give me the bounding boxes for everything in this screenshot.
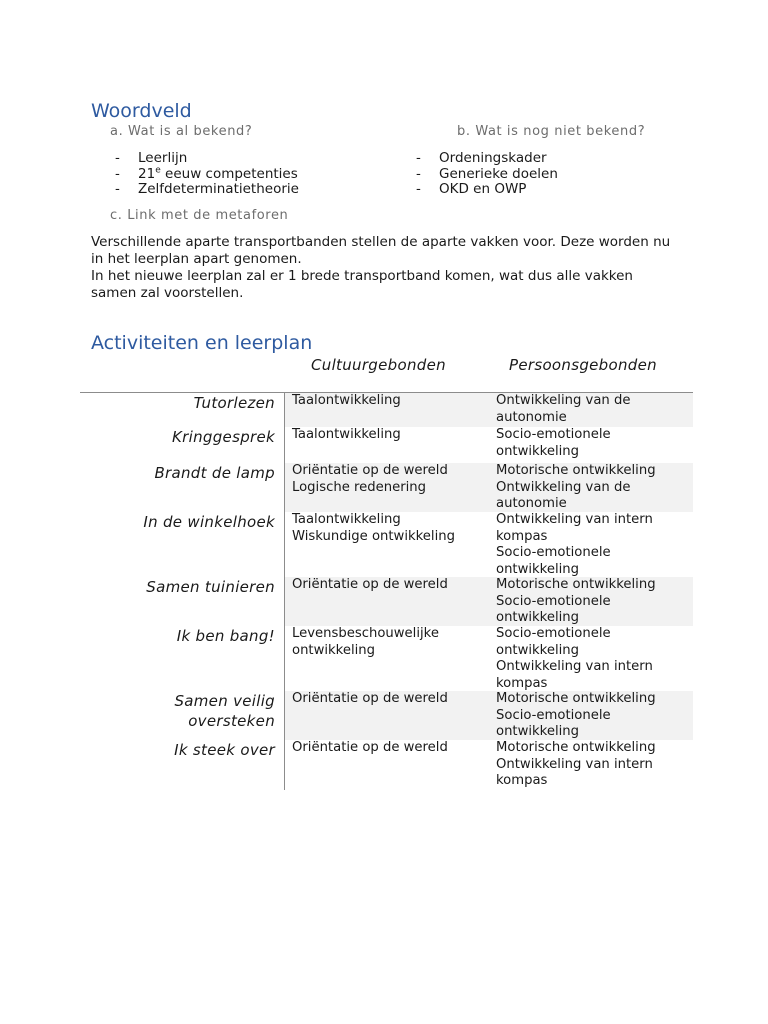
activity-name-line: In de winkelhoek <box>143 513 275 531</box>
activity-name-line: Ik steek over <box>174 741 275 759</box>
cultuurgebonden-cell <box>285 626 492 691</box>
metaphor-subheading: c. Link met de metaforen <box>110 208 289 223</box>
activity-name <box>80 626 275 691</box>
persoonsgebonden-cell <box>492 740 693 790</box>
cultuurgebonden-cell <box>285 393 492 427</box>
persoonsgebonden-cell <box>492 626 693 691</box>
list-item: - Leerlijn <box>115 151 299 167</box>
persoonsgebonden-line: Ontwikkeling van intern <box>496 756 653 772</box>
activity-name <box>80 463 275 512</box>
activity-name-line: Samen veilig <box>174 692 275 710</box>
table-row <box>80 512 693 577</box>
persoonsgebonden-cell <box>492 691 693 740</box>
persoonsgebonden-line: kompas <box>496 773 548 788</box>
cultuurgebonden-line: Oriëntatie op de wereld <box>292 577 448 592</box>
persoonsgebonden-line: Motorische ontwikkeling <box>496 577 656 592</box>
persoonsgebonden-line: Socio-emotionele <box>496 707 611 723</box>
persoonsgebonden-line: Ontwikkeling van intern <box>496 512 653 527</box>
list-item: - Generieke doelen <box>416 167 558 183</box>
persoonsgebonden-line: Socio-emotionele <box>496 626 611 641</box>
cultuurgebonden-line: Taalontwikkeling <box>292 427 401 442</box>
list-item: - Zelfdeterminatietheorie <box>115 182 299 198</box>
known-list <box>115 151 299 198</box>
persoonsgebonden-line: Socio-emotionele <box>496 593 611 609</box>
cultuurgebonden-line: ontwikkeling <box>292 642 376 658</box>
persoonsgebonden-line: Motorische ontwikkeling <box>496 691 656 706</box>
activity-name <box>80 577 275 626</box>
cultuurgebonden-line: Taalontwikkeling <box>292 393 401 408</box>
cultuurgebonden-line: Oriëntatie op de wereld <box>292 463 448 478</box>
metaphor-paragraph-1: Verschillende aparte transportbanden stellen de aparte vakken voor. Deze worden nu in het leerplan apart genomen. <box>91 234 671 267</box>
cultuurgebonden-line: Wiskundige ontwikkeling <box>292 528 455 544</box>
cultuurgebonden-cell <box>285 740 492 790</box>
persoonsgebonden-cell <box>492 463 693 512</box>
activity-name <box>80 427 275 463</box>
persoonsgebonden-line: Socio-emotionele <box>496 427 611 442</box>
woordveld-heading: Woordveld <box>91 100 192 122</box>
persoonsgebonden-line: kompas <box>496 675 548 691</box>
cultuurgebonden-cell <box>285 427 492 463</box>
cultuurgebonden-cell <box>285 463 492 512</box>
persoonsgebonden-line: autonomie <box>496 496 567 511</box>
activity-name <box>80 512 275 577</box>
table-row <box>80 577 693 626</box>
persoonsgebonden-line: ontwikkeling <box>496 443 580 459</box>
table-row <box>80 740 693 790</box>
column-header-cultuurgebonden: Cultuurgebonden <box>311 356 446 374</box>
table-row <box>80 691 693 740</box>
activity-name <box>80 393 275 427</box>
persoonsgebonden-line: kompas <box>496 528 548 544</box>
table-row <box>80 626 693 691</box>
activity-name-line: Tutorlezen <box>193 394 275 412</box>
cultuurgebonden-cell <box>285 691 492 740</box>
table-column-rule <box>284 393 285 790</box>
persoonsgebonden-cell <box>492 393 693 427</box>
cultuurgebonden-line: Taalontwikkeling <box>292 512 401 527</box>
activiteiten-heading: Activiteiten en leerplan <box>91 332 313 354</box>
metaphor-paragraph-2: In het nieuwe leerplan zal er 1 brede transportband komen, wat dus alle vakken samen zal voorstellen. <box>91 268 633 301</box>
cultuurgebonden-line: Oriëntatie op de wereld <box>292 740 448 755</box>
known-subheading: a. Wat is al bekend? <box>110 124 253 139</box>
cultuurgebonden-cell <box>285 512 492 577</box>
persoonsgebonden-cell <box>492 427 693 463</box>
activity-name-line: oversteken <box>188 712 275 730</box>
cultuurgebonden-line: Logische redenering <box>292 479 427 495</box>
activity-name-line: Brandt de lamp <box>154 464 275 482</box>
persoonsgebonden-line: autonomie <box>496 409 567 425</box>
list-item: - OKD en OWP <box>416 182 558 198</box>
persoonsgebonden-line: ontwikkeling <box>496 561 580 577</box>
persoonsgebonden-line: Ontwikkeling van de <box>496 393 631 408</box>
persoonsgebonden-line: ontwikkeling <box>496 610 580 625</box>
cultuurgebonden-line: Oriëntatie op de wereld <box>292 691 448 706</box>
cultuurgebonden-cell <box>285 577 492 626</box>
persoonsgebonden-line: ontwikkeling <box>496 642 580 658</box>
table-row <box>80 463 693 512</box>
table-row <box>80 393 693 427</box>
column-header-persoonsgebonden: Persoonsgebonden <box>509 356 657 374</box>
persoonsgebonden-line: Ontwikkeling van de <box>496 479 631 495</box>
activity-name <box>80 740 275 790</box>
persoonsgebonden-line: Ontwikkeling van intern <box>496 659 653 674</box>
list-item: - Ordeningskader <box>416 151 558 167</box>
unknown-subheading: b. Wat is nog niet bekend? <box>457 124 646 139</box>
activity-name <box>80 691 275 740</box>
unknown-list <box>416 151 558 198</box>
persoonsgebonden-line: ontwikkeling <box>496 724 580 739</box>
persoonsgebonden-cell <box>492 512 693 577</box>
activity-name-line: Samen tuinieren <box>146 578 275 596</box>
activity-name-line: Kringgesprek <box>172 428 275 446</box>
table-row <box>80 427 693 463</box>
persoonsgebonden-line: Motorische ontwikkeling <box>496 740 656 755</box>
list-item: - 21e eeuw competenties <box>115 167 299 183</box>
persoonsgebonden-line: Motorische ontwikkeling <box>496 463 656 478</box>
cultuurgebonden-line: Levensbeschouwelijke <box>292 626 439 641</box>
activity-name-line: Ik ben bang! <box>176 627 275 645</box>
persoonsgebonden-cell <box>492 577 693 626</box>
persoonsgebonden-line: Socio-emotionele <box>496 545 611 560</box>
